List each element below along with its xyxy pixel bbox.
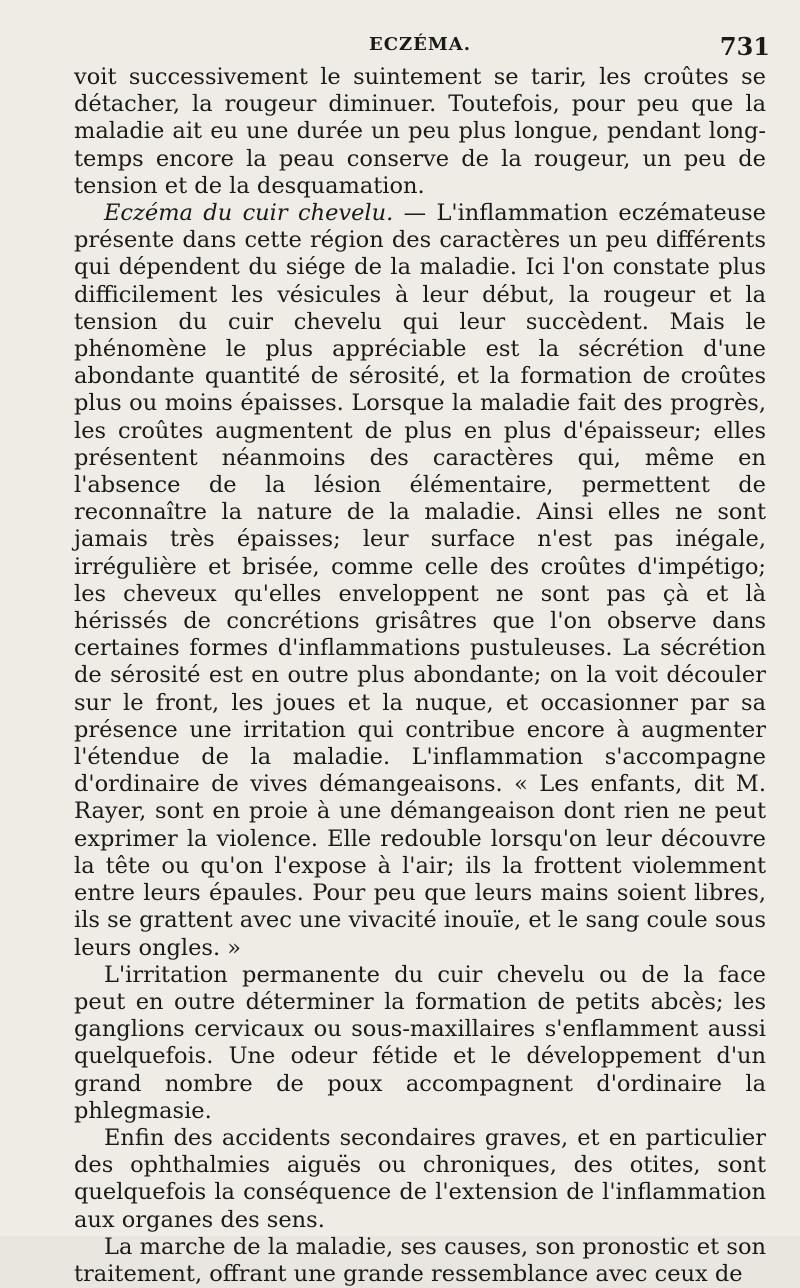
paragraph-text: — L'inflammation eczémateuse présente dans cette région des caractères un peu différents qui dépendent du siége de la maladie. Ici l'on constate plus difficilement les vésicules à leur début, la rougeur et la tension du cuir chevelu qui leur succèdent. Mais le phénomène le plus appréciable est la sécrétion d'une abondante quantité de sérosité, et la formation de croûtes plus ou moins épaisses. Lorsque la maladie fait des progrès, les croûtes augmentent de plus en plus d'épaisseur; elles présentent néanmoins des caractères qui, même en l'absence de la lésion élémentaire, permettent de reconnaître la nature de la maladie. Ainsi elles ne sont jamais très épaisses; leur surface n'est pas inégale, irrégulière et brisée, comme celle des croûtes d'impétigo; les cheveux qu'elles enveloppent ne sont pas çà et là hérissés de concrétions grisâtres que l'on observe dans certaines formes d'inflammations pustuleuses. La sécrétion de sérosité est en outre plus abondante; on la voit découler sur le front, les joues et la nuque, et occasionner par sa présence une irritation qui contribue encore à augmenter l'étendue de la maladie. L'inflammation s'accompagne d'ordinaire de vives démangeaisons. « Les enfants, dit M. Rayer, sont en proie à une démangeaison dont rien ne peut exprimer la violence. Elle redouble lorsqu'on leur découvre la tête ou qu'on l'expose à l'air; ils la frottent violemment entre leurs épaules. Pour peu que leurs mains soient libres, ils se grattent avec une vivacité inouïe, et le sang coule sous leurs ongles. »: [74, 200, 766, 961]
page-header: [70, 32, 770, 62]
section-title: Eczéma du cuir chevelu.: [104, 200, 394, 227]
page-number: 731: [719, 32, 770, 61]
paragraph-continuation: voit successivement le suintement se tarir, les croûtes se détacher, la rougeur diminuer. Toutefois, pour peu que la maladie ait eu une durée un peu plus longue, pendant long-temps encore la peau conserve de la rougeur, un peu de tension et de la desquamation.: [74, 64, 766, 199]
paragraph-eczema-cuir-chevelu: [74, 200, 766, 962]
paragraph-irritation: L'irritation permanente du cuir chevelu ou de la face peut en outre déterminer la formation de petits abcès; les ganglions cervicaux ou sous-maxillaires s'enflamment aussi quelquefois. Une odeur fétide et le développement d'un grand nombre de poux accompagnent d'ordinaire la phlegmasie.: [74, 961, 766, 1124]
page-body: [74, 64, 766, 1288]
paragraph-accidents: Enfin des accidents secondaires graves, et en particulier des ophthalmies aiguës ou chroniques, des otites, sont quelquefois la conséquence de l'extension de l'inflammation aux organes des sens.: [74, 1124, 766, 1233]
paragraph-marche: La marche de la maladie, ses causes, son pronostic et son traitement, offrant une grande ressemblance avec ceux de: [74, 1233, 766, 1287]
running-title: ECZÉMA.: [368, 34, 472, 55]
